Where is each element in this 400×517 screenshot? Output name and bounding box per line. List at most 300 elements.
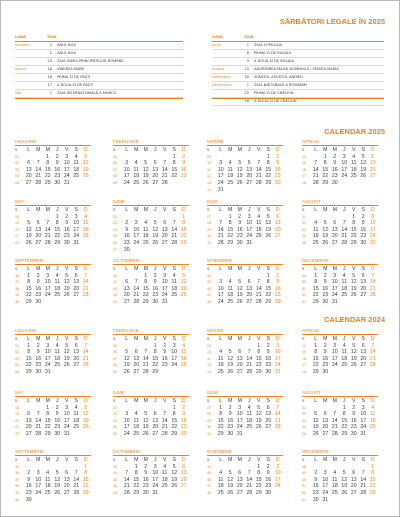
weekday-header: V (163, 147, 167, 153)
day-cell: 18 (133, 173, 140, 180)
day-cell: 2 (266, 342, 270, 349)
weekday-header: D (181, 266, 186, 272)
day-cell: 8 (27, 349, 31, 356)
month-block (113, 139, 189, 187)
day-cell: 3 (163, 272, 167, 279)
day-cell: 27 (123, 298, 130, 305)
day-cell: 6 (266, 404, 270, 411)
holiday-month: Decembrie (212, 83, 232, 87)
day-cell: 25 (217, 368, 224, 375)
day-cell: 5 (266, 213, 270, 220)
day-cell: 19 (360, 166, 367, 173)
day-cell: 20 (246, 173, 253, 180)
weekday-header: L (125, 336, 129, 342)
day-cell: 24 (360, 424, 367, 431)
day-cell (245, 343, 255, 350)
day-cell: 11 (171, 279, 177, 286)
day-cell: 19 (54, 483, 61, 490)
day-cell: 7 (36, 411, 40, 418)
weekday-header: D (370, 336, 375, 342)
day-cell: 28 (246, 489, 253, 496)
day-cell (368, 431, 378, 438)
day-cell: 14 (161, 417, 168, 424)
holiday-name: ANUL NOU (57, 43, 77, 47)
day-cell: 23 (123, 239, 130, 246)
day-cell: 25 (227, 298, 234, 305)
day-cell: 8 (182, 220, 186, 227)
day-cell: 16 (322, 355, 329, 362)
month-grid (207, 457, 283, 497)
day-cell (132, 154, 142, 161)
day-cell: 15 (312, 285, 319, 292)
day-cell: 17 (123, 173, 130, 180)
day-cell: 18 (331, 483, 338, 490)
weekday-header: S (15, 208, 18, 212)
day-cell: 22 (255, 483, 262, 490)
day-cell: 22 (350, 233, 357, 240)
month-name: DECEMBRIE (302, 258, 378, 265)
day-cell: 26 (341, 489, 348, 496)
week-number: 44 (113, 299, 117, 304)
weekday-header: J (247, 336, 251, 342)
month-block (113, 199, 189, 253)
day-cell: 8 (153, 349, 157, 356)
day-cell: 28 (171, 239, 178, 246)
day-cell: 23 (54, 424, 61, 431)
day-cell: 18 (312, 233, 319, 240)
day-cell: 3 (247, 213, 251, 220)
month-name: OCTOMBRIE (113, 449, 189, 456)
holiday-name: VINEREA MARE (57, 67, 85, 71)
day-cell: 6 (74, 272, 78, 279)
weekday-header: V (257, 147, 261, 153)
day-cell: 21 (142, 362, 149, 369)
day-cell (53, 464, 63, 471)
day-cell: 10 (133, 226, 140, 233)
holiday-row (212, 90, 384, 98)
weekday-header: S (207, 458, 210, 462)
day-cell: 30 (152, 298, 159, 305)
day-cell: 23 (142, 483, 149, 490)
holiday-month: Iunie (212, 43, 221, 47)
day-cell (34, 464, 44, 471)
day-cell: 28 (274, 424, 281, 431)
day-cell: 10 (217, 285, 224, 292)
week-number: 02 (15, 161, 19, 166)
day-cell: 31 (73, 239, 80, 246)
day-cell: 8 (172, 160, 176, 167)
day-cell: 31 (331, 298, 338, 305)
day-cell: 16 (274, 285, 281, 292)
day-cell: 6 (36, 220, 40, 227)
day-cell: 13 (161, 226, 168, 233)
day-cell: 29 (133, 489, 140, 496)
day-cell: 18 (227, 173, 234, 180)
weekday-header: L (27, 266, 31, 272)
weekday-header: M (36, 266, 41, 272)
day-cell: 21 (274, 417, 281, 424)
day-cell: 14 (274, 411, 281, 418)
day-cell: 25 (133, 179, 140, 186)
day-cell: 23 (274, 173, 281, 180)
weekday-header: J (55, 457, 59, 463)
day-cell (141, 154, 151, 161)
day-cell: 5 (27, 220, 31, 227)
day-cell: 18 (255, 226, 262, 233)
day-cell: 10 (171, 349, 178, 356)
weekday-header: L (219, 207, 223, 213)
day-cell: 1 (228, 213, 232, 220)
weekday-header: L (27, 457, 31, 463)
day-cell: 27 (35, 239, 42, 246)
day-cell: 11 (54, 279, 60, 286)
day-cell: 27 (161, 239, 168, 246)
day-cell: 7 (36, 160, 40, 167)
day-cell (235, 464, 245, 471)
day-cell: 21 (369, 285, 376, 292)
section-divider (15, 98, 183, 99)
day-cell: 13 (246, 166, 253, 173)
weekday-header: M (143, 266, 148, 272)
weekday-header: J (153, 336, 157, 342)
day-cell: 23 (63, 233, 70, 240)
day-cell: 7 (257, 279, 261, 286)
weekday-header: M (228, 336, 233, 342)
day-cell: 9 (323, 349, 327, 356)
day-cell (273, 240, 283, 247)
weekday-header: V (257, 266, 261, 272)
day-cell: 17 (217, 292, 224, 299)
day-cell: 18 (341, 285, 348, 292)
day-cell: 1 (257, 342, 261, 349)
week-number: 17 (302, 363, 306, 368)
day-cell: 30 (180, 430, 187, 437)
day-cell: 19 (350, 285, 357, 292)
day-cell: 6 (27, 411, 31, 418)
day-cell: 26 (171, 483, 178, 490)
weekday-header: M (323, 457, 328, 463)
day-cell: 26 (265, 233, 272, 240)
day-cell: 5 (352, 272, 356, 279)
day-cell: 4 (257, 213, 261, 220)
day-cell: 26 (227, 489, 234, 496)
day-cell: 19 (350, 355, 357, 362)
month-name: MAI (15, 199, 91, 206)
day-cell (24, 154, 34, 161)
day-cell: 7 (276, 404, 280, 411)
day-cell: 5 (144, 411, 148, 418)
month-block (207, 139, 283, 193)
day-cell (34, 214, 44, 221)
day-cell: 4 (352, 153, 356, 160)
day-cell: 24 (236, 424, 243, 431)
day-cell (311, 405, 321, 412)
week-number: 17 (302, 174, 306, 179)
day-cell: 23 (227, 424, 234, 431)
weekday-header: M (134, 457, 139, 463)
weekday-header: S (207, 208, 210, 212)
weekday-header: M (36, 207, 41, 213)
day-cell: 10 (369, 220, 376, 227)
weekday-header: L (219, 266, 223, 272)
weekday-header: L (125, 207, 129, 213)
week-number: 24 (113, 227, 117, 232)
week-number: 19 (15, 412, 19, 417)
day-cell: 9 (55, 411, 59, 418)
day-cell (170, 490, 180, 497)
week-number: 23 (113, 412, 117, 417)
weekday-header: L (27, 398, 31, 404)
weekday-header: J (342, 457, 346, 463)
week-number: 39 (15, 293, 19, 298)
day-cell: 25 (82, 233, 89, 240)
day-cell: 2 (125, 220, 129, 227)
day-cell (151, 405, 161, 412)
day-cell: 5 (228, 349, 232, 356)
week-number: 45 (207, 280, 211, 285)
month-name: NOIEMBRIE (207, 449, 283, 456)
weekday-header: S (361, 207, 365, 213)
day-cell: 14 (161, 166, 168, 173)
month-grid (15, 398, 91, 438)
day-cell: 18 (350, 166, 357, 173)
day-cell: 6 (238, 349, 242, 356)
day-cell: 19 (255, 417, 262, 424)
day-cell: 24 (341, 173, 348, 180)
day-cell: 29 (25, 298, 32, 305)
weekday-header: S (302, 208, 305, 212)
day-cell: 13 (152, 166, 159, 173)
day-cell: 22 (255, 362, 262, 369)
day-cell: 28 (161, 179, 168, 186)
day-cell: 1 (153, 342, 157, 349)
day-cell: 11 (83, 220, 89, 227)
weekday-header: M (332, 336, 337, 342)
weekday-header: L (125, 457, 129, 463)
day-cell (216, 273, 226, 280)
day-cell: 8 (134, 470, 138, 477)
weekday-header: L (125, 266, 129, 272)
day-cell: 18 (161, 476, 168, 483)
day-cell: 13 (274, 220, 281, 227)
day-cell: 6 (247, 160, 251, 167)
week-number: 32 (302, 412, 306, 417)
day-cell: 20 (133, 362, 140, 369)
day-cell: 25 (171, 292, 178, 299)
day-cell: 27 (246, 298, 253, 305)
day-cell: 29 (25, 368, 32, 375)
day-cell: 27 (322, 430, 329, 437)
week-number: 21 (15, 425, 19, 430)
weekday-header: J (247, 147, 251, 153)
day-cell: 21 (341, 233, 348, 240)
day-cell (81, 369, 91, 376)
week-number: 18 (302, 180, 306, 185)
day-cell (216, 214, 226, 221)
weekday-header: S (302, 267, 305, 271)
day-cell: 3 (153, 463, 157, 470)
day-cell: 18 (341, 355, 348, 362)
day-cell: 3 (65, 404, 69, 411)
week-number: 23 (113, 221, 117, 226)
day-cell: 12 (255, 411, 262, 418)
week-number: 48 (207, 299, 211, 304)
month-grid (113, 398, 189, 438)
week-number: 16 (302, 356, 306, 361)
day-cell: 26 (82, 173, 89, 180)
day-cell: 15 (180, 226, 187, 233)
weekday-header: M (332, 398, 337, 404)
day-cell (330, 405, 340, 412)
day-cell: 14 (369, 279, 376, 286)
day-cell: 3 (219, 279, 223, 286)
weekday-header: S (113, 399, 116, 403)
day-cell: 13 (246, 285, 253, 292)
weekday-header: S (361, 398, 365, 404)
week-number: 01 (302, 497, 306, 502)
weekday-header: S (15, 337, 18, 341)
day-cell: 20 (73, 285, 80, 292)
day-cell: 7 (361, 470, 365, 477)
day-cell (151, 247, 161, 254)
weekday-header: M (228, 398, 233, 404)
day-cell: 31 (322, 496, 329, 503)
col-month-label: LUNA (212, 35, 223, 39)
day-cell: 17 (217, 173, 224, 180)
day-cell: 14 (312, 166, 319, 173)
holiday-day: 1 (49, 43, 52, 47)
day-cell: 23 (161, 362, 168, 369)
weekday-header: S (15, 399, 18, 403)
day-cell (132, 214, 142, 221)
day-cell: 31 (274, 368, 281, 375)
day-cell: 10 (246, 220, 253, 227)
month-grid (113, 147, 189, 187)
day-cell: 11 (54, 349, 60, 356)
day-cell: 20 (180, 476, 187, 483)
day-cell (216, 154, 226, 161)
day-cell: 5 (238, 279, 242, 286)
week-number: 18 (15, 405, 19, 410)
day-cell: 30 (312, 496, 319, 503)
month-name: MAI (15, 390, 91, 397)
day-cell: 19 (322, 233, 329, 240)
weekday-header: S (266, 457, 270, 463)
weekday-header: S (113, 458, 116, 462)
day-cell: 24 (73, 233, 80, 240)
day-cell: 11 (45, 476, 51, 483)
day-cell (216, 343, 226, 350)
day-cell: 24 (161, 292, 168, 299)
day-cell: 15 (171, 166, 178, 173)
weekday-header: M (143, 398, 148, 404)
holiday-day: 1 (246, 43, 249, 47)
day-cell: 12 (236, 285, 243, 292)
day-cell: 26 (54, 489, 61, 496)
holiday-day: 2 (49, 51, 52, 55)
day-cell: 12 (360, 160, 367, 167)
weekday-header: M (237, 457, 242, 463)
month-block (15, 390, 91, 438)
weekday-header: S (15, 148, 18, 152)
day-cell (179, 247, 189, 254)
weekday-header: L (125, 147, 129, 153)
day-cell: 19 (142, 424, 149, 431)
day-cell: 6 (238, 470, 242, 477)
day-cell: 1 (27, 342, 31, 349)
weekday-header: J (342, 207, 346, 213)
day-cell (81, 497, 91, 504)
day-cell: 19 (82, 417, 89, 424)
day-cell: 1 (314, 342, 318, 349)
day-cell: 15 (255, 476, 262, 483)
day-cell: 4 (74, 153, 78, 160)
week-number: 41 (113, 280, 117, 285)
day-cell: 4 (228, 279, 232, 286)
day-cell: 1 (182, 213, 186, 220)
day-cell: 30 (25, 496, 32, 503)
day-cell: 5 (352, 342, 356, 349)
day-cell: 7 (257, 160, 261, 167)
day-cell (245, 464, 255, 471)
holidays-table-header (15, 34, 183, 42)
weekday-header: D (370, 266, 375, 272)
week-number: 42 (113, 477, 117, 482)
day-cell: 28 (73, 489, 80, 496)
weekday-header: V (163, 336, 167, 342)
day-cell: 12 (152, 226, 159, 233)
day-cell (72, 497, 82, 504)
day-cell: 27 (73, 362, 80, 369)
day-cell: 30 (142, 489, 149, 496)
day-cell: 10 (123, 166, 130, 173)
weekday-header: M (228, 266, 233, 272)
week-number: 52 (302, 490, 306, 495)
week-number: 20 (15, 418, 19, 423)
day-cell: 10 (63, 160, 70, 167)
day-cell: 21 (123, 483, 130, 490)
week-number: 04 (15, 363, 19, 368)
day-cell: 18 (73, 166, 80, 173)
day-cell: 27 (25, 179, 32, 186)
day-cell: 3 (276, 463, 280, 470)
day-cell: 8 (266, 279, 270, 286)
day-cell: 12 (63, 279, 70, 286)
weekday-header: M (36, 457, 41, 463)
day-cell: 8 (257, 470, 261, 477)
day-cell (72, 299, 82, 306)
week-number: 08 (113, 174, 117, 179)
day-cell: 16 (142, 476, 149, 483)
day-cell (245, 187, 255, 194)
day-cell: 17 (63, 417, 70, 424)
weekday-header: V (65, 457, 69, 463)
day-cell (62, 464, 72, 471)
weekday-header: D (181, 457, 186, 463)
day-cell: 3 (333, 272, 337, 279)
day-cell: 10 (217, 166, 224, 173)
day-cell: 6 (247, 279, 251, 286)
weekday-header: M (237, 336, 242, 342)
day-cell: 3 (134, 220, 138, 227)
day-cell: 10 (73, 220, 80, 227)
holiday-row (212, 98, 384, 106)
day-cell: 4 (228, 160, 232, 167)
month-name: OCTOMBRIE (113, 258, 189, 265)
day-cell: 19 (63, 285, 70, 292)
month-grid (113, 266, 189, 306)
day-cell (349, 464, 359, 471)
